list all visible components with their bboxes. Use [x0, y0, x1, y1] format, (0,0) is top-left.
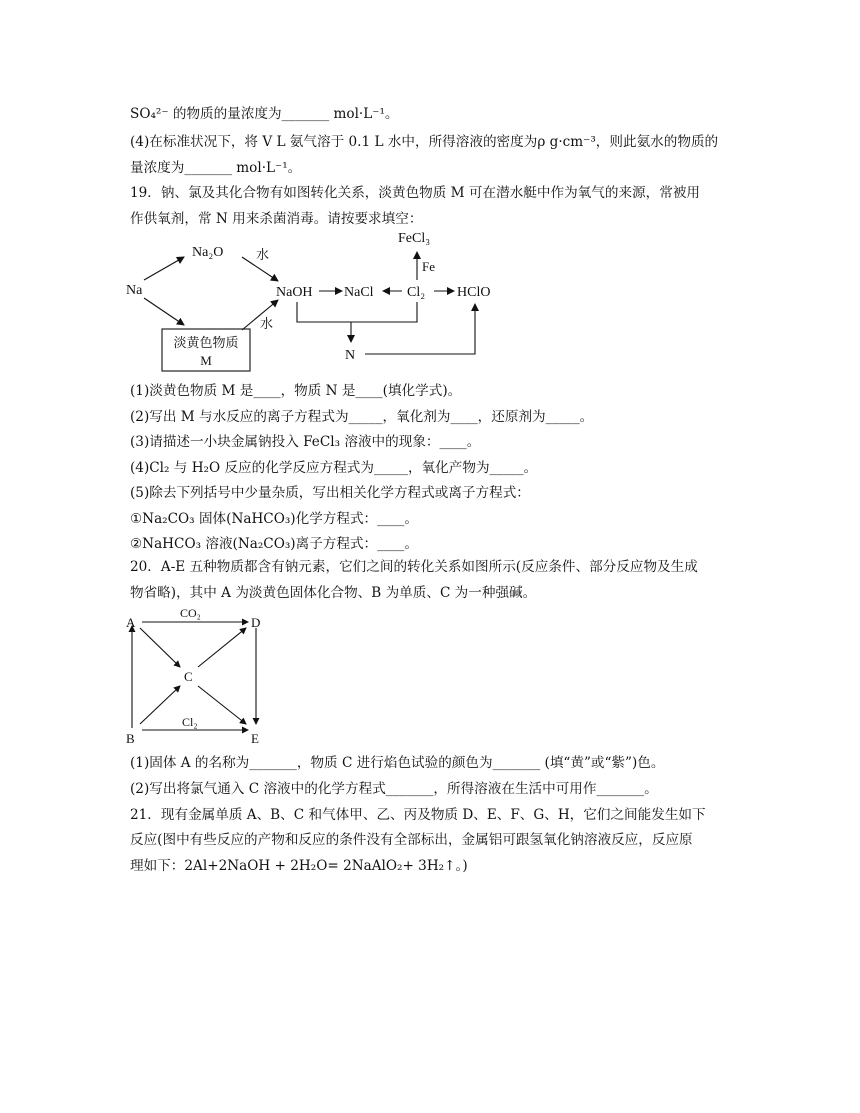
question-20-stem: 物省略)，其中 A 为淡黄色固体化合物、B 为单质、C 为一种强碱。: [130, 585, 537, 601]
label-hclo: HClO: [457, 285, 491, 300]
question-21-stem: 反应(图中有些反应的产物和反应的条件没有全部标出，金属铝可跟氢氧化钠溶液反应，反应原: [130, 832, 693, 848]
label-water: 水: [256, 248, 270, 263]
text-line: (4)在标准状况下，将 V L 氨气溶于 0.1 L 水中，所得溶液的密度为ρ g·cm⁻³，则此氨水的物质的: [130, 134, 719, 150]
label-box-line2: M: [200, 353, 212, 368]
question-19-part-5: (5)除去下列括号中少量杂质，写出相关化学方程式或离子方程式：: [130, 485, 530, 501]
question-21-stem: 21．现有金属单质 A、B、C 和气体甲、乙、丙及物质 D、E、F、G、H，它们之间能发生如下: [130, 807, 706, 823]
diagram-19: [120, 226, 520, 376]
label-e: E: [251, 731, 259, 746]
text-line: SO₄²⁻ 的物质的量浓度为_______ mol·L⁻¹。: [130, 106, 399, 122]
label-co2: CO₂: [180, 606, 201, 620]
label-box-line1: 淡黄色物质: [173, 336, 239, 351]
label-na: Na: [126, 283, 143, 298]
label-cl2: Cl₂: [182, 715, 198, 729]
label-na2o: Na₂O: [192, 245, 224, 260]
label-naoh: NaOH: [276, 285, 313, 300]
text-line: 量浓度为_______ mol·L⁻¹。: [130, 160, 302, 176]
question-20-stem: 20．A-E 五种物质都含有钠元素，它们之间的转化关系如图所示(反应条件、部分反应物及生成: [130, 559, 698, 575]
label-n: N: [345, 348, 356, 363]
question-19-part-1: (1)淡黄色物质 M 是____，物质 N 是____(填化学式)。: [130, 383, 462, 399]
question-19-part-2: (2)写出 M 与水反应的离子方程式为_____，氧化剂为____，还原剂为_____。: [130, 409, 594, 425]
label-b: B: [126, 731, 135, 746]
label-nacl: NaCl: [344, 285, 374, 300]
label-d: D: [251, 615, 261, 630]
label-c: C: [184, 669, 193, 684]
label-fecl3: FeCl₃: [398, 231, 431, 246]
diagram-20: [120, 600, 280, 750]
question-19-part-5-1: ①Na₂CO₃ 固体(NaHCO₃)化学方程式：____。: [130, 511, 418, 527]
question-20-part-2: (2)写出将氯气通入 C 溶液中的化学方程式_______，所得溶液在生活中可用作_______。: [130, 781, 658, 797]
question-19-part-3: (3)请描述一小块金属钠投入 FeCl₃ 溶液中的现象：____。: [130, 434, 481, 450]
question-19-stem: 作供氧剂，常 N 用来杀菌消毒。请按要求填空：: [130, 211, 423, 227]
label-a: A: [126, 615, 136, 630]
question-19-part-5-2: ②NaHCO₃ 溶液(Na₂CO₃)离子方程式：____。: [130, 536, 418, 552]
label-fe: Fe: [422, 259, 435, 274]
question-21-stem: 理如下：2Al+2NaOH + 2H₂O= 2NaAlO₂+ 3H₂↑。): [130, 858, 468, 874]
question-20-part-1: (1)固体 A 的名称为_______，物质 C 进行焰色试验的颜色为_______ (填“黄”或“紫”)色。: [130, 755, 665, 771]
label-water: 水: [260, 317, 274, 332]
question-19-part-4: (4)Cl₂ 与 H₂O 反应的化学反应方程式为_____，氧化产物为_____。: [130, 460, 538, 476]
question-19-stem: 19．钠、氯及其化合物有如图转化关系，淡黄色物质 M 可在潜水艇中作为氧气的来源，常被用: [130, 185, 701, 201]
label-cl2: Cl₂: [407, 285, 426, 300]
